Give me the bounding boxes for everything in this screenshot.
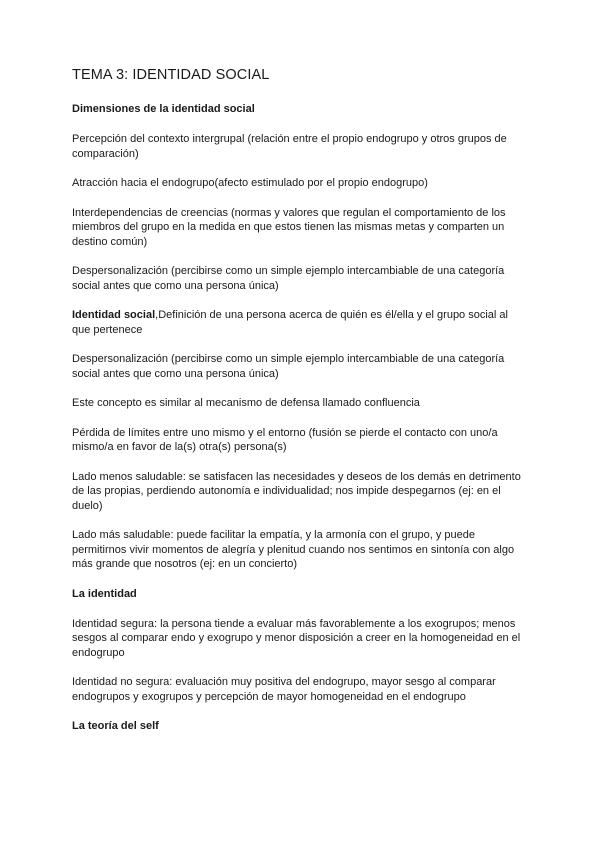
paragraph-identidad-no-segura: Identidad no segura: evaluación muy positiva del endogrupo, mayor sesgo al comparar endogrupos y exogrupos y percepción de mayor homogeneidad en el endogrupo — [72, 676, 496, 703]
section-heading-teoria-self: La teoría del self — [72, 720, 159, 732]
section-heading-la-identidad: La identidad — [72, 587, 137, 600]
paragraph-interdependencias: Interdependencias de creencias (normas y valores que regulan el comportamiento de los miembros del grupo en la medida en que estos tienen las mismas metas y comparten un destino común) — [72, 206, 506, 248]
paragraph-lado-mas-saludable: Lado más saludable: puede facilitar la empatía, y la armonía con el grupo, y puede permitirnos vivir momentos de alegría y plenitud cuando nos sentimos en sintonía con algo más grande que nosotros (ej: en un concierto) — [72, 529, 515, 570]
paragraph-lado-menos-saludable: Lado menos saludable: se satisfacen las necesidades y deseos de los demás en detrimento de las propias, perdiendo autonomía e individualidad; nos impide despegarnos (ej: en el duelo) — [72, 470, 521, 512]
paragraph-perdida-limites: Pérdida de límites entre uno mismo y el entorno (fusión se pierde el contacto con uno/a mismo/a en favor de la(s) otra(s) persona(s) — [72, 426, 498, 453]
document-page — [72, 66, 522, 749]
paragraph-despersonalizacion-2: Despersonalización (percibirse como un simple ejemplo intercambiable de una categoría social antes que como una persona única) — [72, 353, 505, 380]
term-identidad-social: Identidad social — [72, 309, 156, 321]
paragraph-identidad-social — [72, 308, 522, 337]
document-title: TEMA 3: IDENTIDAD SOCIAL — [72, 67, 270, 83]
definition-identidad-social: ,Definición de una persona acerca de quién es él/ella y el grupo social al que pertenece — [72, 309, 508, 336]
paragraph-despersonalizacion: Despersonalización (percibirse como un simple ejemplo intercambiable de una categoría social antes que como una persona única) — [72, 265, 505, 292]
paragraph-confluencia: Este concepto es similar al mecanismo de defensa llamado confluencia — [72, 397, 420, 409]
paragraph-atraccion: Atracción hacia el endogrupo(afecto estimulado por el propio endogrupo) — [72, 177, 428, 189]
paragraph-identidad-segura: Identidad segura: la persona tiende a evaluar más favorablemente a los exogrupos; menos sesgos al comparar endo y exogrupo y menor disposición a creer en la homogeneidad en el endogrupo — [72, 617, 521, 659]
paragraph-percepcion: Percepción del contexto intergrupal (relación entre el propio endogrupo y otros grupos de comparación) — [72, 133, 507, 160]
section-heading-dimensiones: Dimensiones de la identidad social — [72, 103, 255, 115]
